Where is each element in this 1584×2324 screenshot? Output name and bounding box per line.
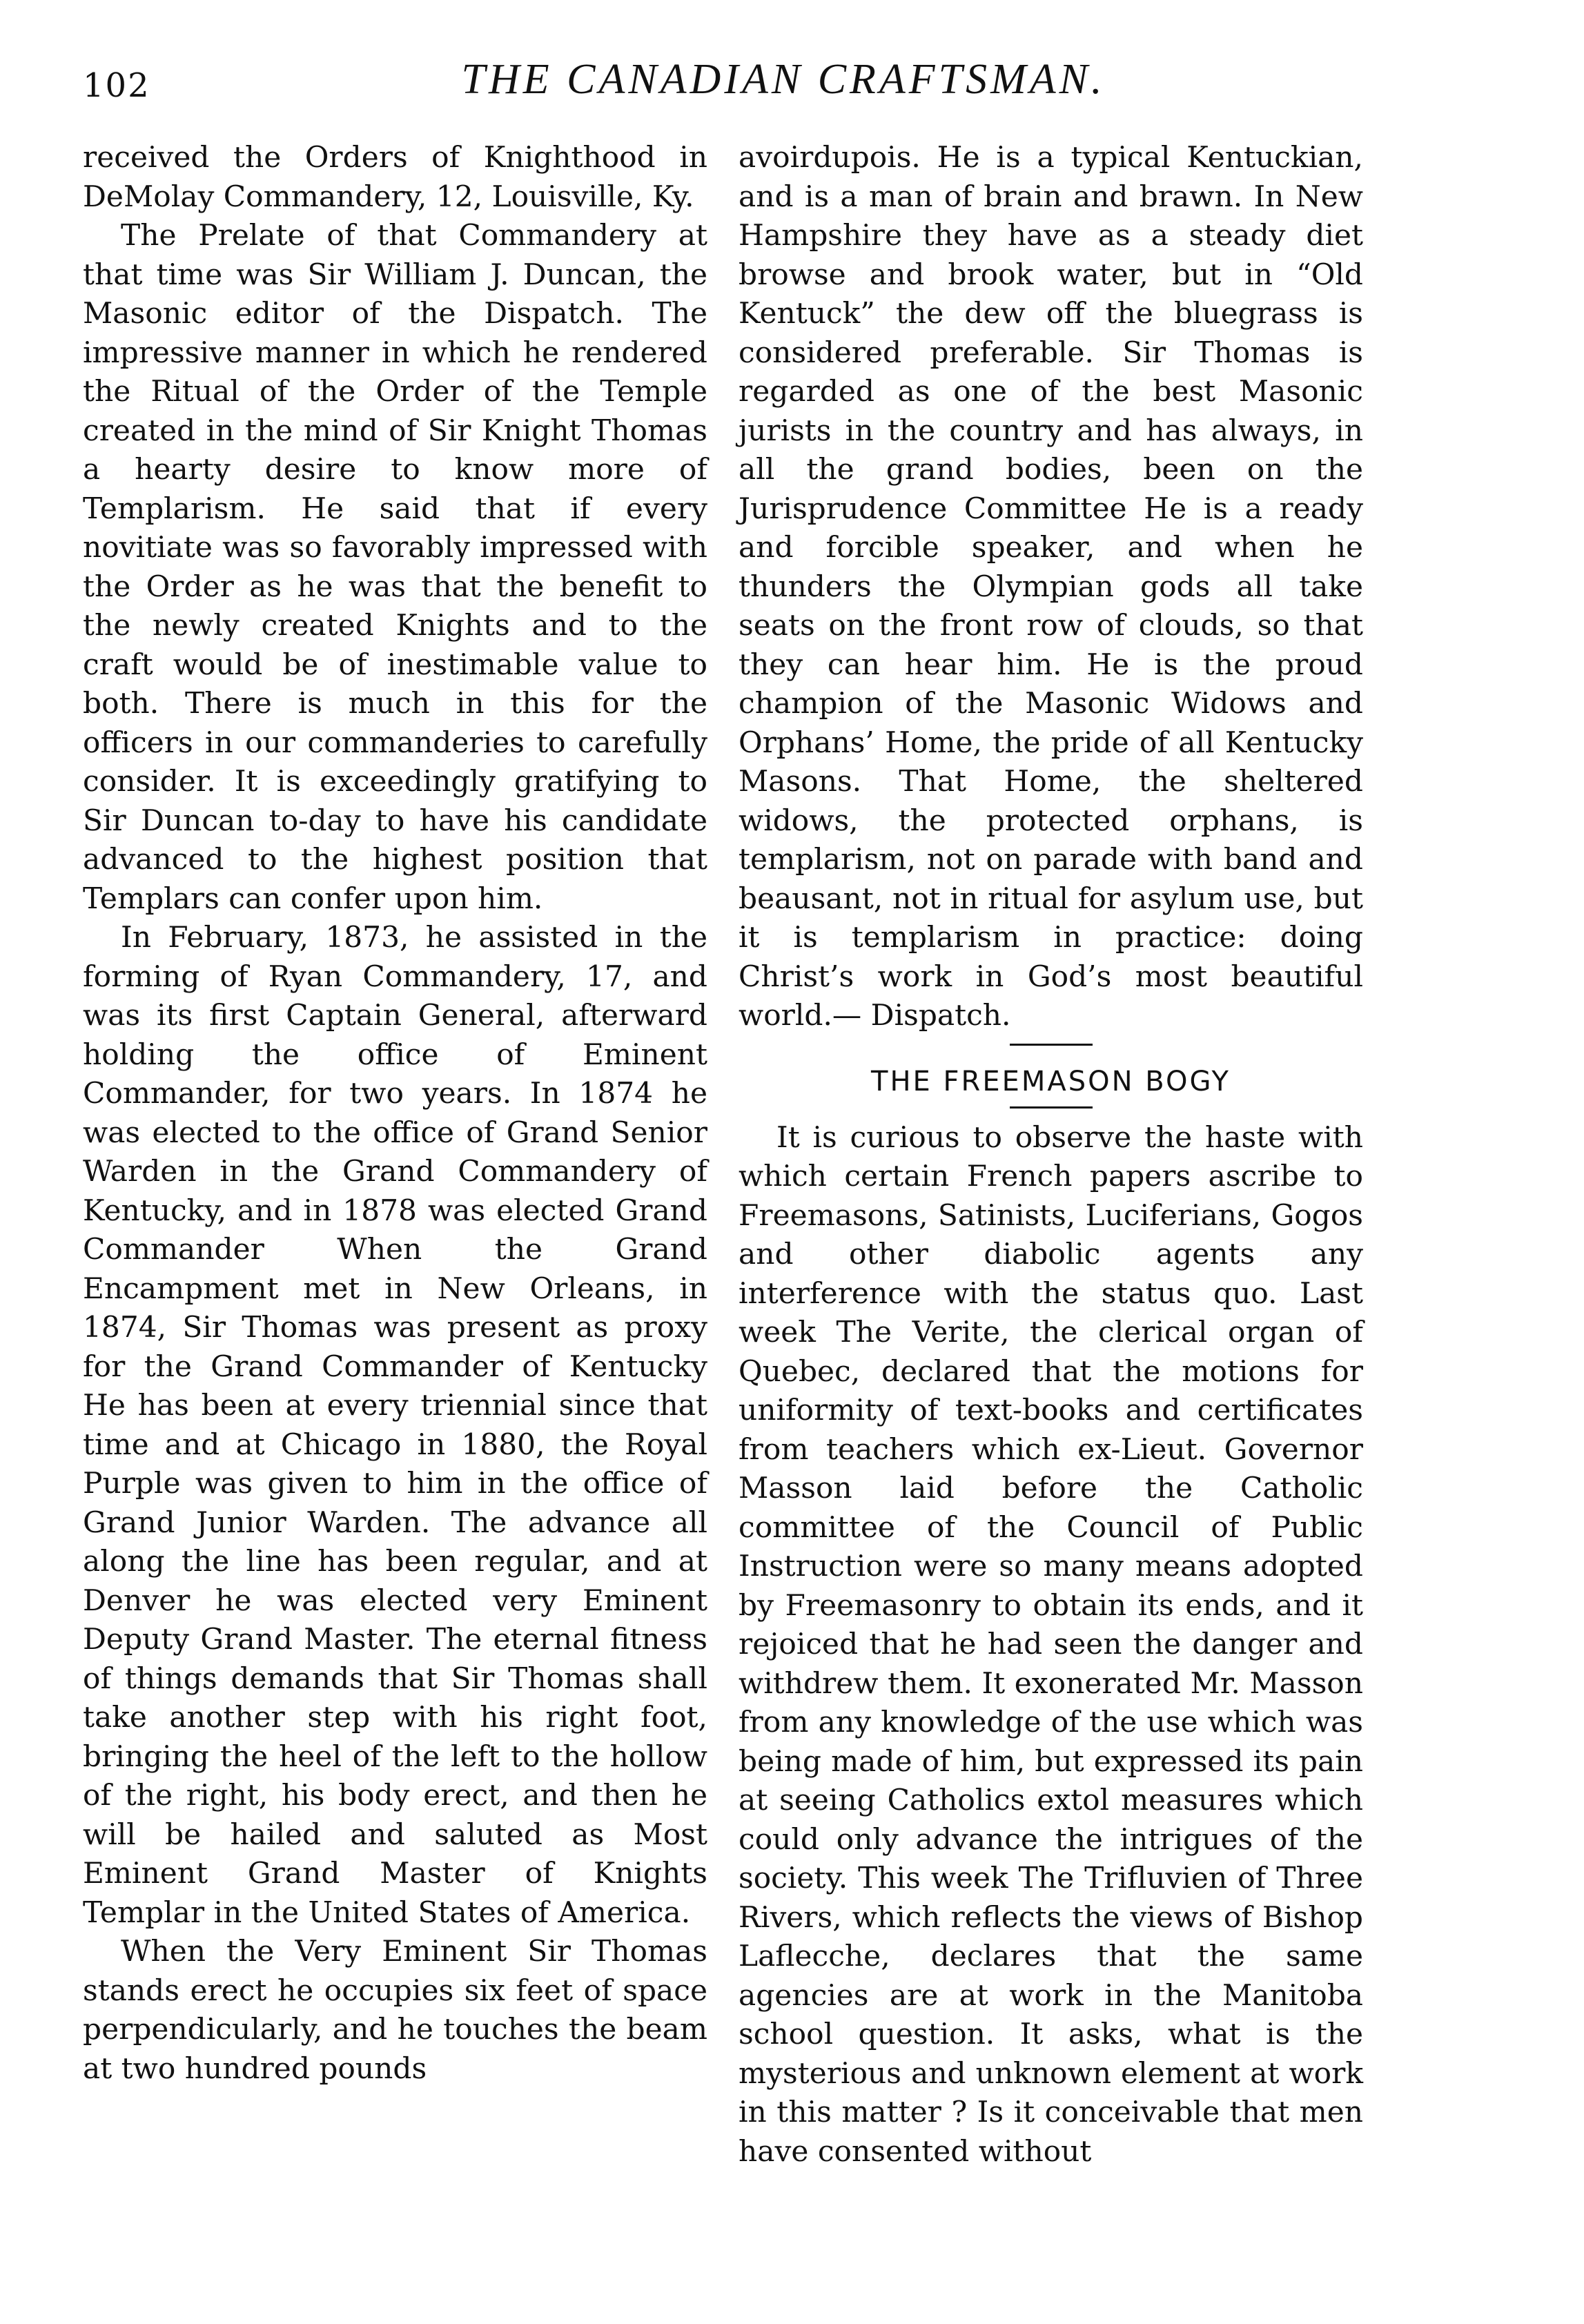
paragraph: When the Very Eminent Sir Thomas stands erect he occupies six feet of space perpendicularly, and he touches the beam at two hundred pounds: [83, 1934, 707, 2085]
section-divider-top: [1010, 1044, 1093, 1046]
paragraph: avoirdupois. He is a typical Kentuckian, and is a man of brain and brawn. In New Hampshire they have as a steady diet browse and brook water, but in “Old Kentuck” the dew off the bluegrass is considered preferable. Sir Thomas is regarded as one of the best Masonic jurists in the country and has always, in all the grand bodies, been on the Jurisprudence Committee He is a ready and forcible speaker, and when he thunders the Olympian gods all take seats on the front row of clouds, so that they can hear him. He is the proud champion of the Masonic Widows and Orphans’ Home, the pride of all Kentucky Masons. That Home, the sheltered widows, the protected orphans, is templarism, not on parade with band and beausant, not in ritual for asylum use, but it is templarism in practice: doing Christ’s work in God’s most beautiful world.— Dispatch.: [739, 140, 1363, 1032]
left-column: [83, 138, 707, 2088]
right-column: [739, 138, 1363, 2171]
section-heading: THE FREEMASON BOGY: [871, 1065, 1231, 1097]
page-number: 102: [83, 66, 150, 105]
paragraph: In February, 1873, he assisted in the forming of Ryan Commandery, 17, and was its first Captain General, afterward holding the office of Eminent Commander, for two years. In 1874 he was elected to the office of Grand Senior Warden in the Grand Commandery of Kentucky, and in 1878 was elected Grand Commander When the Grand Encampment met in New Orleans, in 1874, Sir Thomas was present as proxy for the Grand Commander of Kentucky He has been at every triennial since that time and at Chicago in 1880, the Royal Purple was given to him in the office of Grand Junior Warden. The advance all along the line has been regular, and at Denver he was elected very Eminent Deputy Grand Master. The eternal fitness of things demands that Sir Thomas shall take another step with his right foot, bringing the heel of the left to the hollow of the right, his body erect, and then he will be hailed and saluted as Most Eminent Grand Master of Knights Templar in the United States of America.: [83, 920, 707, 1929]
section-divider-bottom: [1010, 1106, 1093, 1109]
page-header: [83, 55, 1346, 131]
journal-title: THE CANADIAN CRAFTSMAN.: [461, 56, 1106, 103]
paragraph: It is curious to observe the haste with which certain French papers ascribe to Freemasons, Satinists, Luciferians, Gogos and other diabolic agents any interference with the status quo. Last week The Verite, the clerical organ of Quebec, declared that the motions for uniformity of text-books and certificates from teachers which ex-Lieut. Governor Masson laid before the Catholic committee of the Council of Public Instruction were so many means adopted by Freemasonry to obtain its ends, and it rejoiced that he had seen the danger and withdrew them. It exonerated Mr. Masson from any knowledge of the use which was being made of him, but expressed its pain at seeing Catholics extol measures which could only advance the intrigues of the society. This week The Trifluvien of Three Rivers, which reflects the views of Bishop Laflecche, declares that the same agencies are at work in the Manitoba school question. It asks, what is the mysterious and unknown element at work in this matter ? Is it conceivable that men have consented without: [739, 1120, 1363, 2168]
paragraph: The Prelate of that Commandery at that time was Sir William J. Duncan, the Masonic editor of the Dispatch. The impressive manner in which he rendered the Ritual of the Order of the Temple created in the mind of Sir Knight Thomas a hearty desire to know more of Templarism. He said that if every novitiate was so favorably impressed with the Order as he was that the benefit to the newly created Knights and to the craft would be of inestimable value to both. There is much in this for the officers in our commanderies to carefully consider. It is exceedingly gratifying to Sir Duncan to-day to have his candidate advanced to the highest position that Templars can confer upon him.: [83, 218, 707, 915]
paragraph: received the Orders of Knighthood in DeMolay Commandery, 12, Louisville, Ky.: [83, 140, 707, 213]
